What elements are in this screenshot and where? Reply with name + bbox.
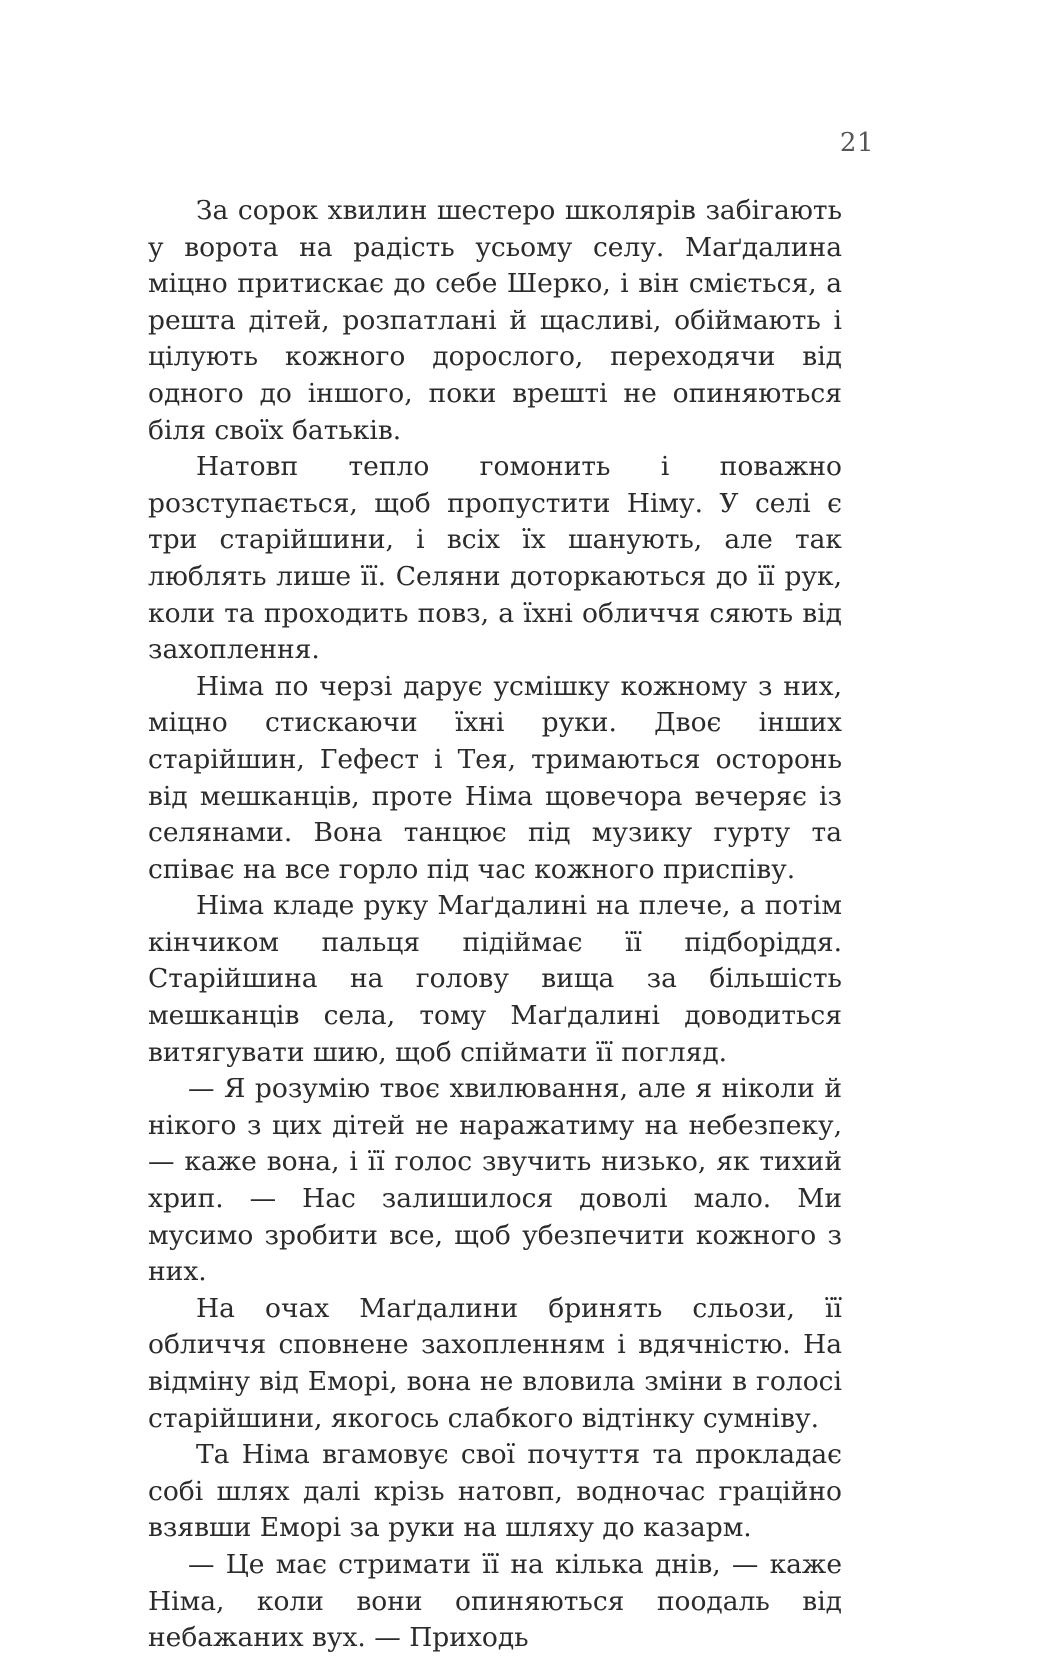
paragraph: Та Німа вгамовує свої почуття та прокладає собі шлях далі крізь натовп, водночас граційно взявши Еморі за руки на шляху до казарм. xyxy=(148,1439,842,1544)
dialogue-paragraph: — Я розумію твоє хвилювання, але я ніколи й нікого з цих дітей не наражатиму на небезпеку, — каже вона, і її голос звучить низько, як тихий хрип. — Нас залишилося доволі мало. Ми мусимо зробити все, щоб убезпечити кожного з них. xyxy=(148,1073,842,1288)
paragraph: На очах Маґдалини бринять сльози, її обличчя сповнене захопленням і вдячністю. На відміну від Еморі, вона не вловила зміни в голосі старійшини, якогось слабкого відтінку сумніву. xyxy=(148,1292,842,1434)
paragraph: Натовп тепло гомонить і поважно розступається, щоб пропустити Німу. У селі є три старійшини, і всіх їх шанують, але так люблять лише її. Селяни доторкаються до її рук, коли та проходить повз, а їхні обличчя сяють від захоплення. xyxy=(148,451,842,666)
paragraph: За сорок хвилин шестеро школярів забігають у ворота на радість усьому селу. Маґдалина міцно притискає до себе Шерко, і він сміється, а решта дітей, розпатлані й щасливі, обіймають і цілують кожного дорослого, переходячи від одного до іншого, поки врешті не опиняються біля своїх батьків. xyxy=(148,195,842,446)
paragraph: Німа по черзі дарує усмішку кожному з них, міцно стискаючи їхні руки. Двоє інших старійшин, Гефест і Тея, тримаються осторонь від мешканців, проте Німа щовечора вечеряє із селянами. Вона танцює під музику гурту та співає на все горло під час кожного приспіву. xyxy=(148,670,842,885)
dialogue-paragraph: — Це має стримати її на кілька днів, — каже Німа, коли вони опиняються поодаль від небажаних вух. — Приходь xyxy=(148,1548,842,1654)
page-number: 21 xyxy=(839,128,874,158)
paragraph: Німа кладе руку Маґдалині на плече, а потім кінчиком пальця підіймає її підборіддя. Старійшина на голову вища за більшість мешканців села, тому Маґдалині доводиться витягувати шию, щоб спіймати її погляд. xyxy=(148,890,842,1068)
body-text xyxy=(148,193,842,1657)
